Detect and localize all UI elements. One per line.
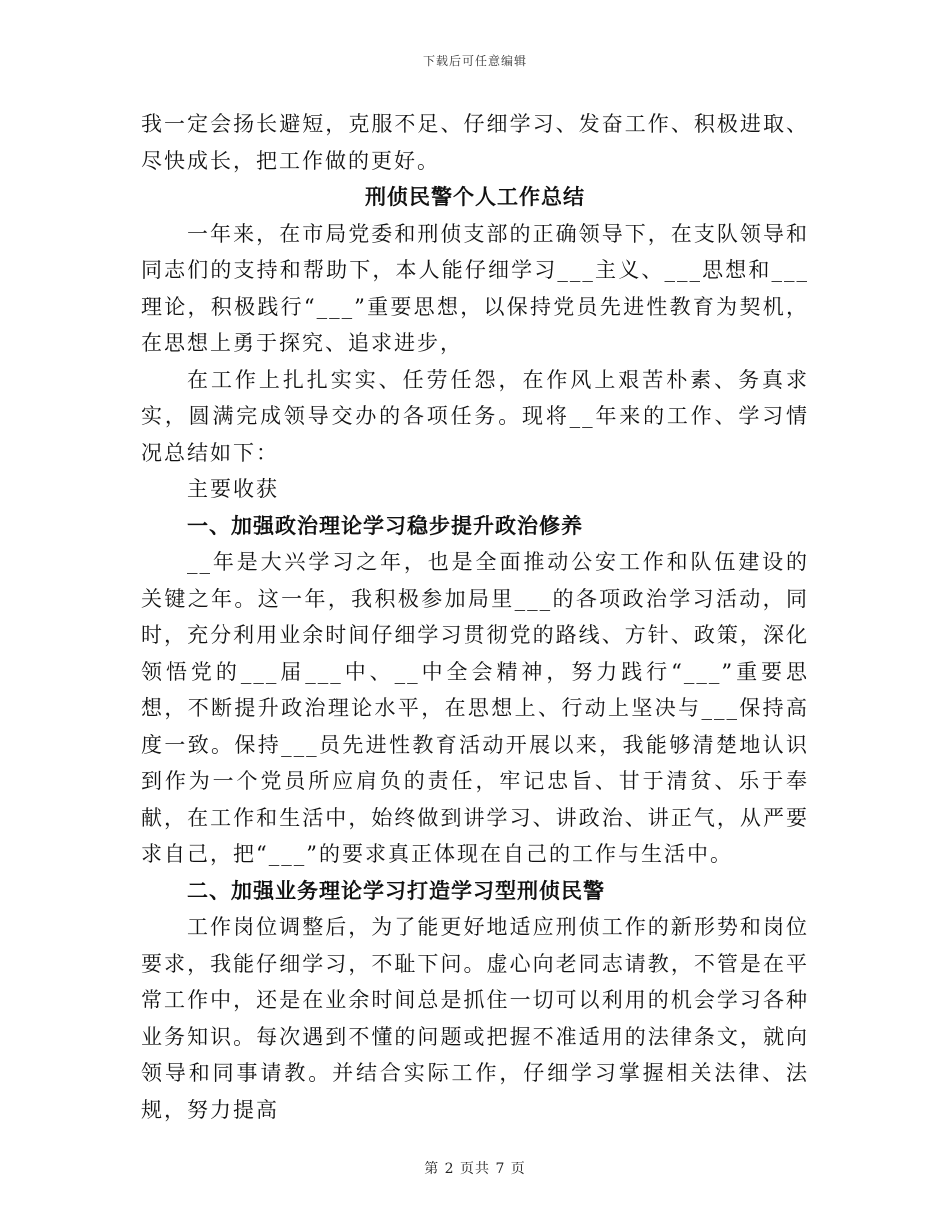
header-note: 下载后可任意编辑 xyxy=(422,54,527,68)
paragraph-4: __年是大兴学习之年，也是全面推动公安工作和队伍建设的关键之年。这一年，我积极参加局里___的各项政治学习活动，同时，充分利用业余时间仔细学习贯彻党的路线、方针、政策，深化领悟党的___届___中、__中全会精神，努力践行“___”重要思想，不断提升政治理论水平，在思想上、行动上坚决与___保持高度一致。保持___员先进性教育活动开展以来，我能够清楚地认识到作为一个党员所应肩负的责任，牢记忠旨、甘于清贫、乐于奉献，在工作和生活中，始终做到讲学习、讲政治、讲正气，从严要求自己，把“___”的要求真正体现在自己的工作与生活中。 xyxy=(141,550,809,866)
section-heading-1: 一、加强政治理论学习稳步提升政治修养 xyxy=(187,512,583,538)
document-title: 刑侦民警个人工作总结 xyxy=(365,184,585,209)
page-footer: 第 2 页共 7 页 xyxy=(424,1161,526,1177)
section-heading-2: 二、加强业务理论学习打造学习型刑侦民警 xyxy=(187,877,605,903)
paragraph-main-gains: 主要收获 xyxy=(187,477,279,501)
paragraph-2: 在工作上扎扎实实、任劳任怨，在作风上艰苦朴素、务真求实，圆满完成领导交办的各项任务。现将__年来的工作、学习情况总结如下： xyxy=(141,367,809,465)
paragraph-5: 工作岗位调整后，为了能更好地适应刑侦工作的新形势和岗位要求，我能仔细学习，不耻下问。虚心向老同志请教，不管是在平常工作中，还是在业余时间总是抓住一切可以利用的机会学习各种业务知识。每次遇到不懂的问题或把握不准适用的法律条文，就向领导和同事请教。并结合实际工作，仔细学习掌握相关法律、法规，努力提高 xyxy=(141,915,809,1122)
intro-paragraph: 我一定会扬长避短，克服不足、仔细学习、发奋工作、积极进取、尽快成长，把工作做的更好。 xyxy=(141,112,809,173)
paragraph-1: 一年来，在市局党委和刑侦支部的正确领导下，在支队领导和同志们的支持和帮助下，本人能仔细学习___主义、___思想和___理论，积极践行“___”重要思想，以保持党员先进性教育为契机，在思想上勇于探究、追求进步， xyxy=(141,221,809,355)
document-body xyxy=(141,106,809,1128)
